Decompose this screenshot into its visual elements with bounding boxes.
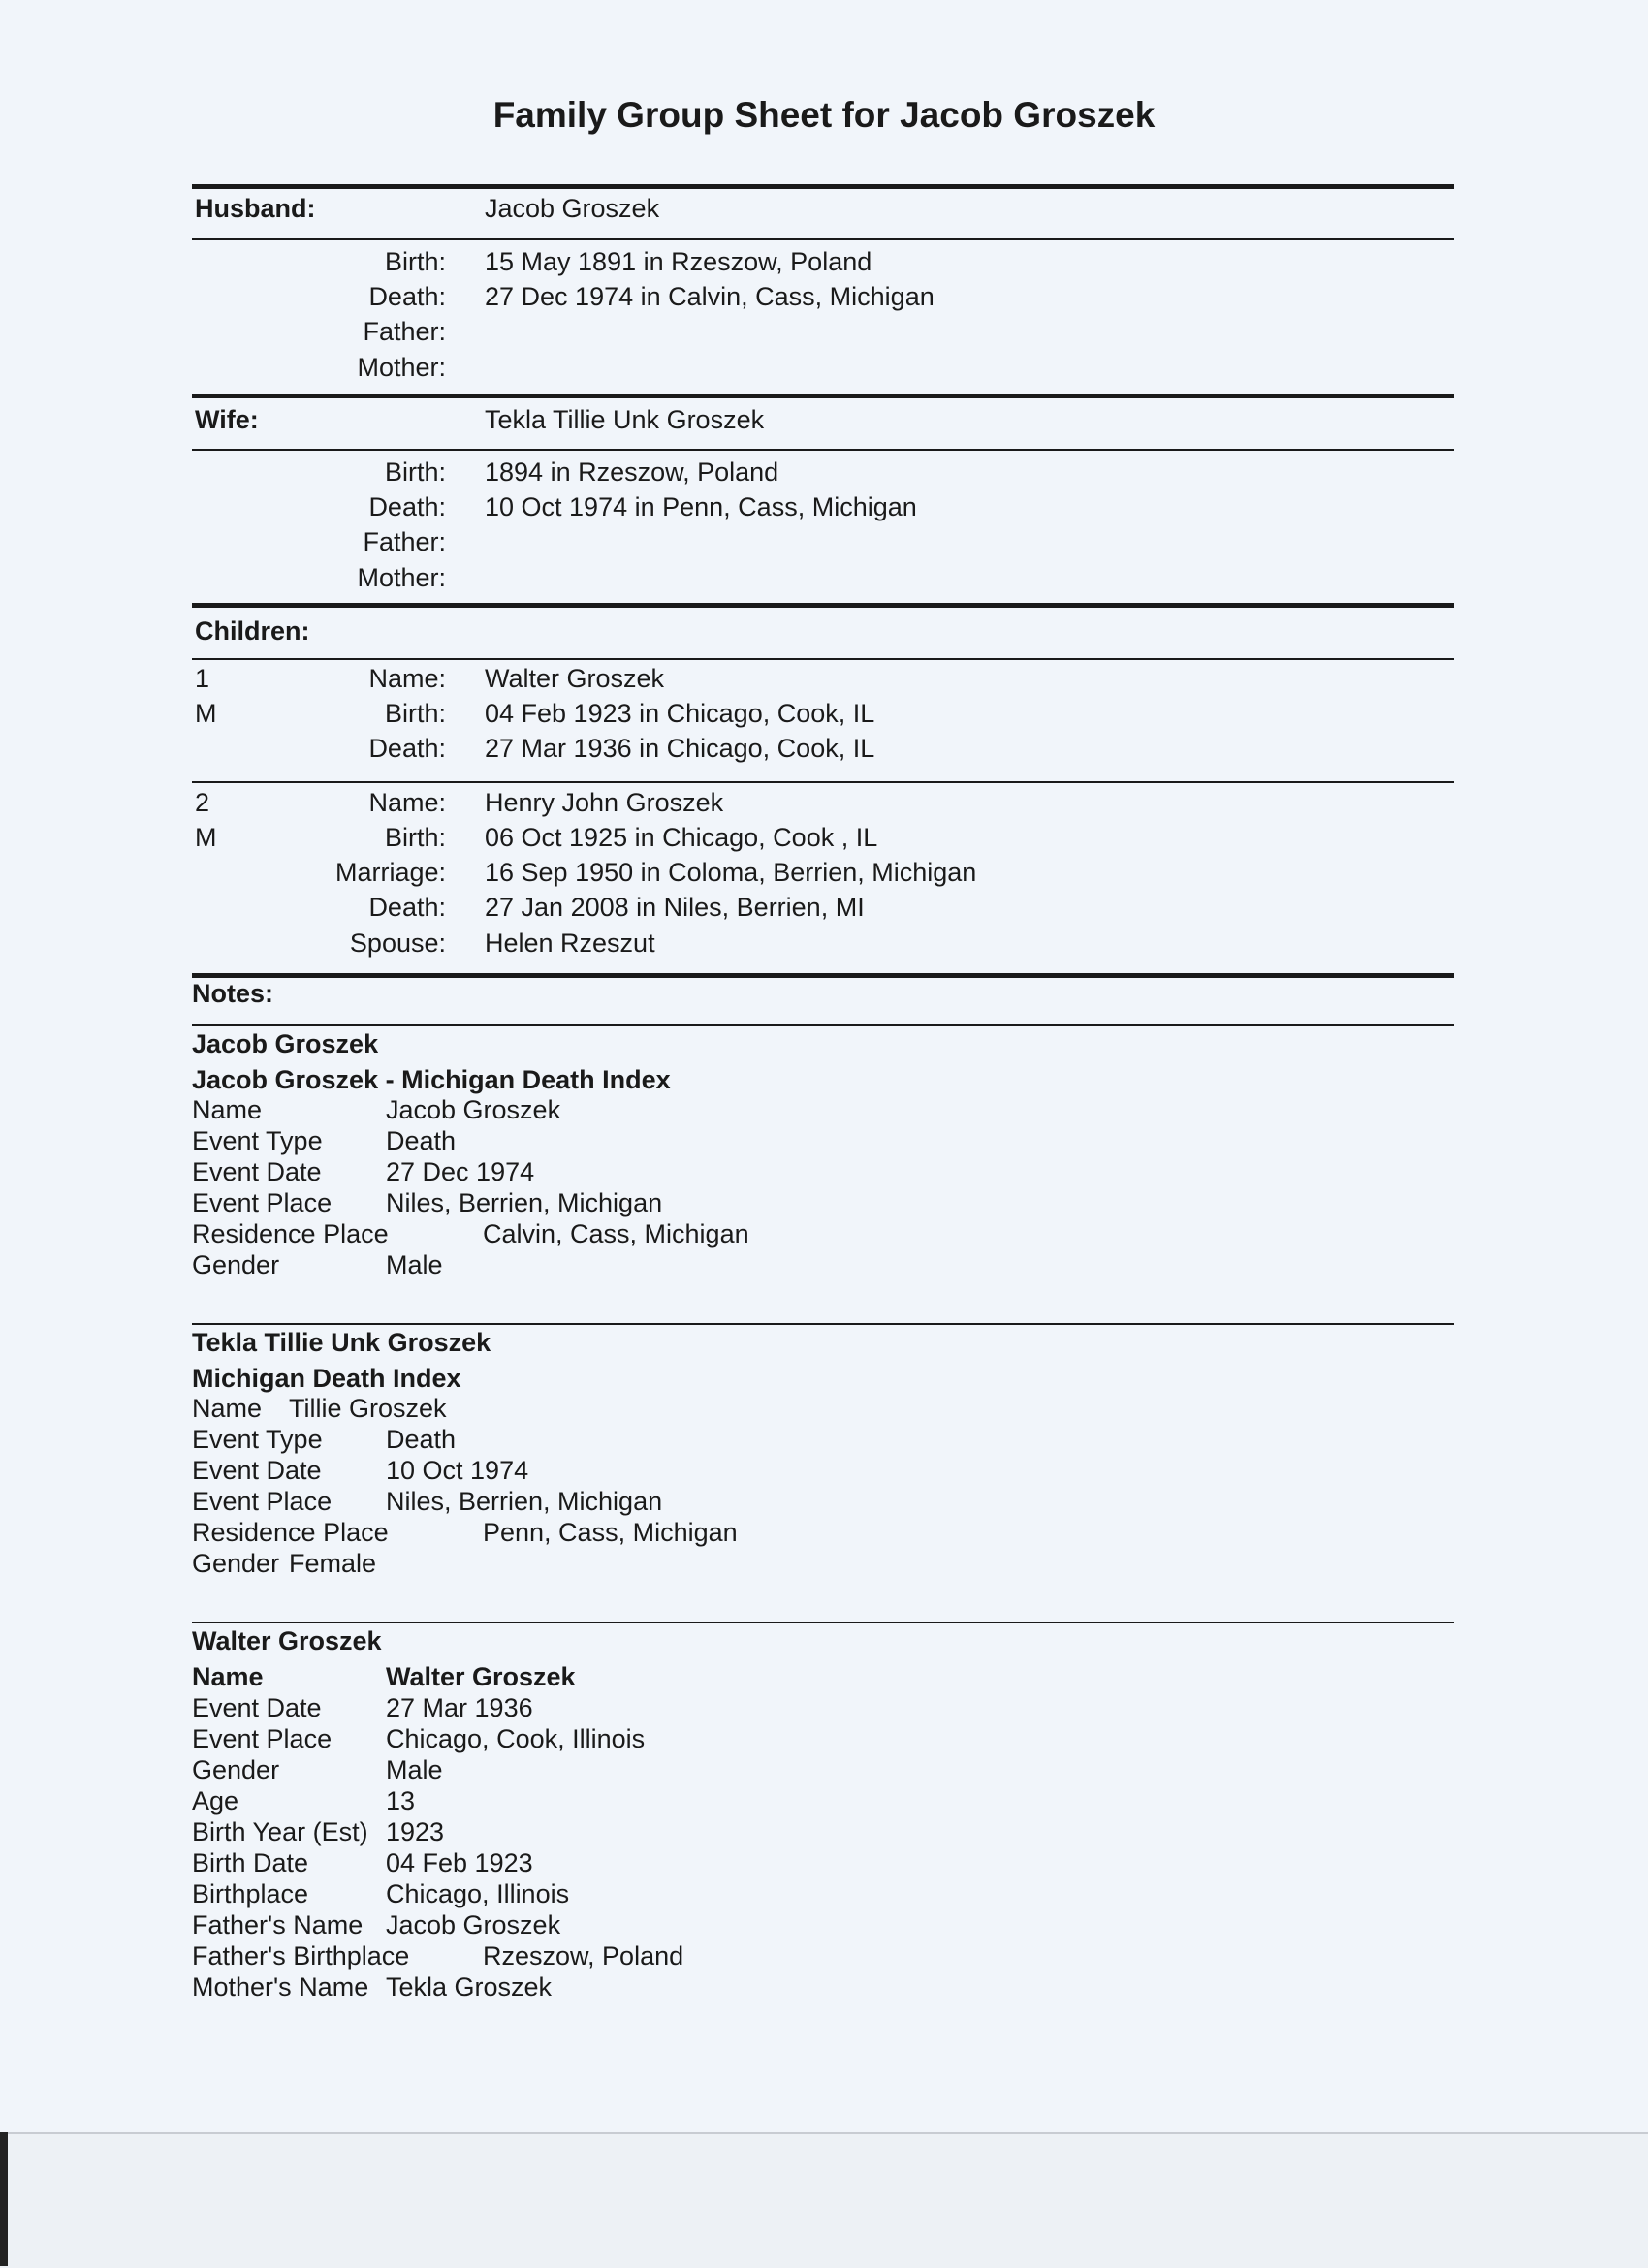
divider xyxy=(192,238,1454,240)
note-key: Event Date xyxy=(192,1157,322,1186)
husband-death-label: Death: xyxy=(368,282,446,311)
note-value: 27 Dec 1974 xyxy=(386,1157,535,1186)
divider xyxy=(192,1622,1454,1623)
section-divider xyxy=(192,184,1454,189)
wife-birth-value: 1894 in Rzeszow, Poland xyxy=(485,457,779,487)
note-value: 04 Feb 1923 xyxy=(386,1848,533,1877)
wife-mother-label: Mother: xyxy=(357,563,446,592)
note-key: Event Place xyxy=(192,1724,333,1753)
note-key: Event Date xyxy=(192,1456,322,1485)
note-value: Male xyxy=(386,1250,443,1279)
section-divider xyxy=(192,973,1454,978)
note-value: Jacob Groszek xyxy=(386,1095,561,1124)
note-key: Birth Year (Est) xyxy=(192,1817,368,1846)
note-key: Event Date xyxy=(192,1693,322,1722)
note-key: Name xyxy=(192,1394,263,1423)
note-value: Chicago, Illinois xyxy=(386,1879,570,1908)
child-death-label: Death: xyxy=(368,734,446,763)
note-value: 10 Oct 1974 xyxy=(386,1456,529,1485)
note-value: Tillie Groszek xyxy=(289,1394,447,1423)
child-spouse-label: Spouse: xyxy=(349,929,446,958)
child-birth-label: Birth: xyxy=(384,823,446,852)
section-divider xyxy=(192,394,1454,398)
child-birth-value: 06 Oct 1925 in Chicago, Cook , IL xyxy=(485,823,878,852)
note-key: Gender xyxy=(192,1250,280,1279)
child-birth-label: Birth: xyxy=(384,699,446,728)
child-number: 2 xyxy=(195,788,210,817)
note-value: Chicago, Cook, Illinois xyxy=(386,1724,646,1753)
note-heading: Walter Groszek xyxy=(192,1626,382,1655)
note-value: Niles, Berrien, Michigan xyxy=(386,1487,663,1516)
child-sex: M xyxy=(195,699,217,728)
wife-label: Wife: xyxy=(195,405,259,434)
note-value: Death xyxy=(386,1425,457,1454)
note-key: Gender xyxy=(192,1549,280,1578)
note-value: Rzeszow, Poland xyxy=(483,1941,684,1970)
child-marriage-value: 16 Sep 1950 in Coloma, Berrien, Michigan xyxy=(485,858,977,887)
husband-label: Husband: xyxy=(195,194,316,223)
note-key: Residence Place xyxy=(192,1219,389,1248)
child-name-label: Name: xyxy=(368,664,446,693)
child-death-label: Death: xyxy=(368,893,446,922)
husband-death-value: 27 Dec 1974 in Calvin, Cass, Michigan xyxy=(485,282,935,311)
child-name-value: Walter Groszek xyxy=(485,664,665,693)
child-death-value: 27 Mar 1936 in Chicago, Cook, IL xyxy=(485,734,875,763)
note-key: Residence Place xyxy=(192,1518,389,1547)
husband-birth-label: Birth: xyxy=(384,247,446,276)
divider xyxy=(192,658,1454,660)
note-value: Male xyxy=(386,1755,443,1784)
page-title: Family Group Sheet for Jacob Groszek xyxy=(492,95,1156,135)
wife-death-label: Death: xyxy=(368,492,446,521)
note-key: Event Type xyxy=(192,1126,323,1155)
wife-death-value: 10 Oct 1974 in Penn, Cass, Michigan xyxy=(485,492,917,521)
note-key: Name xyxy=(192,1662,264,1691)
section-divider xyxy=(192,603,1454,608)
divider xyxy=(192,1323,1454,1325)
note-value: 27 Mar 1936 xyxy=(386,1693,533,1722)
note-heading: Jacob Groszek xyxy=(192,1029,379,1058)
note-key: Name xyxy=(192,1095,263,1124)
note-value: 1923 xyxy=(386,1817,445,1846)
note-key: Birthplace xyxy=(192,1879,309,1908)
note-value: Niles, Berrien, Michigan xyxy=(386,1188,663,1217)
child-name-label: Name: xyxy=(368,788,446,817)
husband-father-label: Father: xyxy=(363,317,446,346)
note-value: Walter Groszek xyxy=(386,1662,576,1691)
note-value: Tekla Groszek xyxy=(386,1972,553,2001)
child-sex: M xyxy=(195,823,217,852)
husband-mother-label: Mother: xyxy=(357,353,446,382)
note-key: Mother's Name xyxy=(192,1972,369,2001)
wife-father-label: Father: xyxy=(363,527,446,556)
husband-birth-value: 15 May 1891 in Rzeszow, Poland xyxy=(485,247,872,276)
note-key: Event Place xyxy=(192,1188,333,1217)
divider xyxy=(192,781,1454,783)
notes-label: Notes: xyxy=(192,979,274,1008)
wife-name: Tekla Tillie Unk Groszek xyxy=(485,405,765,434)
note-value: Female xyxy=(289,1549,377,1578)
note-value: Jacob Groszek xyxy=(386,1910,561,1939)
divider xyxy=(192,1024,1454,1026)
note-value: Death xyxy=(386,1126,457,1155)
wife-birth-label: Birth: xyxy=(384,457,446,487)
scan-edge-shadow xyxy=(0,2132,8,2266)
note-key: Age xyxy=(192,1786,239,1815)
note-value: Penn, Cass, Michigan xyxy=(483,1518,738,1547)
child-number: 1 xyxy=(195,664,210,693)
child-name-value: Henry John Groszek xyxy=(485,788,724,817)
note-value: 13 xyxy=(386,1786,416,1815)
child-birth-value: 04 Feb 1923 in Chicago, Cook, IL xyxy=(485,699,875,728)
note-subheading: Michigan Death Index xyxy=(192,1364,461,1393)
note-key: Gender xyxy=(192,1755,280,1784)
note-key: Event Type xyxy=(192,1425,323,1454)
note-heading: Tekla Tillie Unk Groszek xyxy=(192,1328,491,1357)
child-marriage-label: Marriage: xyxy=(334,858,446,887)
note-key: Father's Birthplace xyxy=(192,1941,410,1970)
child-death-value: 27 Jan 2008 in Niles, Berrien, MI xyxy=(485,893,865,922)
scan-bottom-margin xyxy=(0,2132,1648,2268)
husband-name: Jacob Groszek xyxy=(485,194,660,223)
note-value: Calvin, Cass, Michigan xyxy=(483,1219,749,1248)
note-key: Event Place xyxy=(192,1487,333,1516)
children-label: Children: xyxy=(195,616,310,646)
child-spouse-value: Helen Rzeszut xyxy=(485,929,655,958)
divider xyxy=(192,449,1454,451)
note-key: Birth Date xyxy=(192,1848,309,1877)
note-key: Father's Name xyxy=(192,1910,364,1939)
note-subheading: Jacob Groszek - Michigan Death Index xyxy=(192,1065,671,1094)
